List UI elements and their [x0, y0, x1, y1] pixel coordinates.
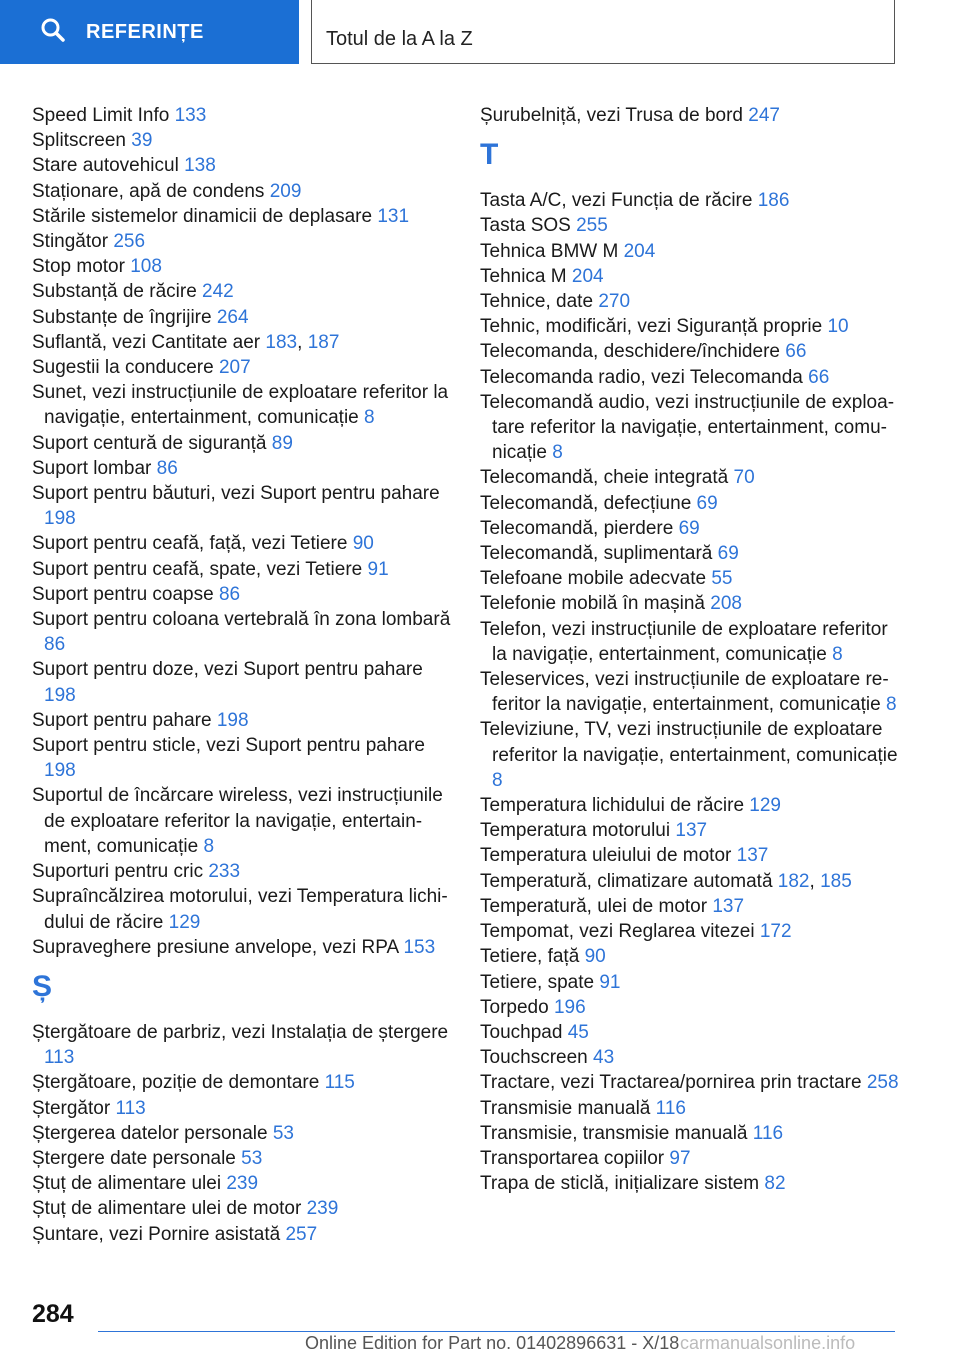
- index-entry: Temperatură, climatizare automată 182, 185: [480, 870, 852, 892]
- page-link[interactable]: 255: [576, 215, 608, 237]
- index-entry: [32, 153, 452, 178]
- page-link[interactable]: 256: [113, 231, 146, 253]
- page-link[interactable]: 8: [203, 835, 215, 857]
- page-link[interactable]: 69: [717, 543, 739, 565]
- index-entry-text: Tasta A/C, vezi Funcția de răcire: [480, 190, 753, 212]
- index-entry-text: Ștergător: [32, 1097, 111, 1119]
- page-link[interactable]: 108: [130, 256, 162, 278]
- index-entry: [480, 818, 900, 843]
- index-column-right: [480, 103, 900, 1196]
- index-entry-text: Tractare, vezi Tractarea/pornirea prin tractare: [480, 1072, 862, 1094]
- index-entry: [32, 431, 452, 456]
- index-entry-text: Sugestii la conducere: [32, 357, 214, 379]
- index-entry-text: Telefoane mobile adecvate: [480, 568, 707, 590]
- index-entry-text: Tetiere, spate: [480, 971, 595, 993]
- index-entry: [480, 103, 900, 128]
- index-entry-text: Suport pentru coapse: [32, 583, 214, 605]
- index-entry: [480, 970, 900, 995]
- index-entry: [32, 557, 452, 582]
- page-link[interactable]: 137: [712, 895, 745, 917]
- index-entry-text: Telecomandă, suplimentară: [480, 543, 713, 565]
- page-link[interactable]: 91: [599, 971, 621, 993]
- page-link[interactable]: 198: [44, 508, 76, 530]
- index-entry-text: Suport pentru băuturi, vezi Suport pentru pahare: [32, 483, 440, 505]
- index-entry: [480, 339, 900, 364]
- index-entry-text: Transmisie, transmisie manuală: [480, 1122, 748, 1144]
- page-link[interactable]: 43: [593, 1047, 615, 1069]
- index-entry: [480, 617, 900, 667]
- index-entry-text: Stările sistemelor dinamicii de deplasare: [32, 205, 373, 227]
- index-entry: [480, 843, 900, 868]
- index-entry-text: Tempomat, vezi Reglarea vitezei: [480, 921, 755, 943]
- index-entry: [32, 1146, 452, 1171]
- page-link[interactable]: 39: [131, 130, 153, 152]
- index-entry: [32, 1171, 452, 1196]
- page-link[interactable]: 196: [553, 996, 586, 1018]
- index-entry: [32, 204, 452, 229]
- index-entry: [32, 1070, 452, 1095]
- index-entry: [32, 229, 452, 254]
- page-link[interactable]: 137: [736, 845, 769, 867]
- page-link[interactable]: 131: [377, 205, 410, 227]
- index-entry-text: Ștergere date personale: [32, 1147, 236, 1169]
- page-link[interactable]: 69: [678, 517, 700, 539]
- index-entry: [480, 1070, 900, 1095]
- page-link[interactable]: 115: [324, 1072, 355, 1094]
- index-entry: [32, 582, 452, 607]
- index-entry-text: Telefonie mobilă în mașină: [480, 593, 705, 615]
- index-entry-text: Suport centură de siguranță: [32, 432, 267, 454]
- index-entry-text: Tehnic, modificări, vezi Siguranță proprie: [480, 316, 823, 338]
- index-entry: [32, 783, 452, 859]
- page-link[interactable]: 186: [757, 190, 790, 212]
- page-link[interactable]: 137: [675, 820, 708, 842]
- index-entry-text: Suport pentru coloana vertebrală în zona lombară: [32, 609, 451, 631]
- page-link[interactable]: 129: [168, 911, 201, 933]
- index-entry: [32, 380, 452, 430]
- index-entry: [32, 1121, 452, 1146]
- index-entry-text: Telecomanda, deschidere/închidere: [480, 341, 780, 363]
- page-link[interactable]: 208: [710, 593, 742, 615]
- page-link[interactable]: 89: [271, 432, 293, 454]
- index-entry: [480, 566, 900, 591]
- index-entry-text: Televiziune, TV, vezi instrucțiunile de exploatare referitor la navigație, entertainment, comunicație: [480, 719, 898, 766]
- index-entry: [480, 465, 900, 490]
- index-entry-text: Temperatura motorului: [480, 820, 671, 842]
- page-link[interactable]: 8: [885, 694, 897, 716]
- index-entry: [480, 1020, 900, 1045]
- page-link[interactable]: 113: [44, 1047, 75, 1069]
- references-tab-label: REFERINȚE: [86, 20, 204, 43]
- index-entry-text: Suporturi pentru cric: [32, 861, 204, 883]
- index-entry: Suflantă, vezi Cantitate aer 183, 187: [32, 331, 340, 353]
- index-entry: [480, 894, 900, 919]
- index-entry: [480, 793, 900, 818]
- index-entry-text: Ștergătoare de parbriz, vezi Instalația de ștergere: [32, 1021, 449, 1043]
- index-entry: [32, 103, 452, 128]
- page-number: 284: [32, 1300, 74, 1328]
- index-entry-text: Substanță de răcire: [32, 281, 197, 303]
- index-entry: [32, 1196, 452, 1221]
- index-entry: [480, 541, 900, 566]
- index-entry: [480, 491, 900, 516]
- index-entry: [32, 254, 452, 279]
- index-entry: [480, 591, 900, 616]
- references-tab[interactable]: [0, 0, 299, 64]
- index-entry: [480, 365, 900, 390]
- page-link[interactable]: 198: [44, 684, 76, 706]
- page-link[interactable]: 247: [748, 105, 780, 126]
- index-entry: [480, 188, 900, 213]
- index-entry-text: Transportarea copiilor: [480, 1147, 665, 1169]
- index-entry-text: Suport pentru sticle, vezi Suport pentru pahare: [32, 735, 425, 757]
- page-link[interactable]: 97: [669, 1147, 691, 1169]
- page-link[interactable]: 198: [216, 709, 249, 731]
- page-link[interactable]: 53: [272, 1122, 294, 1144]
- index-entry: [480, 289, 900, 314]
- index-entry: [480, 1121, 900, 1146]
- page-link[interactable]: 8: [552, 442, 563, 464]
- index-letter-heading: Ș: [32, 969, 53, 1003]
- page-link[interactable]: 129: [749, 795, 781, 817]
- index-entry-text: Stingător: [32, 231, 109, 253]
- index-entry-text: Telecomandă, pierdere: [480, 517, 674, 539]
- footer-divider: [98, 1331, 895, 1332]
- index-entry-text: Suport lombar: [32, 457, 152, 479]
- edition-text: Online Edition for Part no. 01402896631 - X/18: [305, 1333, 680, 1353]
- page-link[interactable]: 45: [567, 1021, 589, 1043]
- page-link[interactable]: 185: [820, 870, 852, 892]
- index-entry: [480, 717, 900, 793]
- page-link[interactable]: 86: [44, 634, 66, 656]
- index-entry: [480, 1171, 900, 1196]
- index-entry-text: Telecomandă, cheie integrată: [480, 467, 729, 489]
- page-link[interactable]: 182: [777, 870, 810, 892]
- index-entry-text: Telecomanda radio, vezi Telecomanda: [480, 366, 803, 388]
- index-entry: [480, 667, 900, 717]
- index-entry: [32, 179, 452, 204]
- page-link[interactable]: 91: [367, 558, 389, 580]
- index-entry-text: Supraîncălzirea motorului, vezi Temperatura lichidului de răcire: [32, 886, 448, 933]
- index-entry-text: Touchpad: [480, 1021, 563, 1043]
- index-entry-text: Tehnice, date: [480, 291, 594, 313]
- page-link[interactable]: 66: [785, 341, 807, 363]
- index-entry: [32, 1096, 452, 1121]
- index-entry: [32, 1222, 452, 1247]
- index-entry-text: Touchscreen: [480, 1047, 588, 1069]
- index-entry-text: Telecomandă, defecțiune: [480, 492, 692, 514]
- index-entry-text: Stop motor: [32, 256, 125, 278]
- index-entry-text: Temperatura uleiului de motor: [480, 845, 732, 867]
- index-entry-text: Suport pentru doze, vezi Suport pentru pahare: [32, 659, 423, 681]
- page-link[interactable]: 69: [696, 492, 718, 514]
- page-link[interactable]: 113: [115, 1097, 146, 1119]
- page-link[interactable]: 153: [403, 936, 436, 958]
- index-entry: [32, 657, 452, 707]
- index-entry-text: Ștuț de alimentare ulei: [32, 1173, 222, 1195]
- page-link[interactable]: 239: [306, 1198, 339, 1220]
- page-link[interactable]: 183: [265, 331, 298, 353]
- index-entry: [480, 1146, 900, 1171]
- index-entry-text: Suflantă, vezi Cantitate aer: [32, 331, 261, 353]
- page-link[interactable]: 138: [184, 155, 216, 177]
- index-entry-text: Supraveghere presiune anvelope, vezi RPA: [32, 936, 399, 958]
- index-entry: [32, 859, 452, 884]
- index-entry-text: Suport pentru pahare: [32, 709, 212, 731]
- page-link[interactable]: 8: [364, 407, 375, 429]
- page-link[interactable]: 53: [241, 1147, 263, 1169]
- page-link[interactable]: 242: [202, 281, 234, 303]
- index-entry-text: Ștuț de alimentare ulei de motor: [32, 1198, 302, 1220]
- page-link[interactable]: 239: [226, 1173, 259, 1195]
- index-entry-text: Torpedo: [480, 996, 549, 1018]
- page-link[interactable]: 8: [832, 643, 843, 665]
- page-link[interactable]: 257: [285, 1223, 318, 1245]
- index-letter-heading: T: [480, 138, 499, 172]
- index-entry: [480, 390, 900, 466]
- index-entry-text: Temperatura lichidului de răcire: [480, 795, 745, 817]
- index-entry: [32, 128, 452, 153]
- page-link[interactable]: 82: [764, 1173, 786, 1195]
- page-link[interactable]: 204: [571, 265, 604, 287]
- page-link[interactable]: 8: [492, 769, 503, 791]
- page-link[interactable]: 70: [733, 467, 755, 489]
- page-link[interactable]: 86: [218, 583, 241, 605]
- page-link[interactable]: 270: [598, 291, 631, 313]
- section-header: [311, 0, 895, 64]
- watermark: carmanualsonline.info: [680, 1333, 856, 1353]
- index-entry-text: Șurubelniță, vezi Trusa de bord: [480, 105, 743, 126]
- page-link[interactable]: 207: [218, 357, 251, 379]
- index-entry-text: Suportul de încărcare wireless, vezi instrucțiunile de exploatare referitor la navigație, entertainment, comunicație: [32, 785, 443, 857]
- page-link[interactable]: 116: [752, 1122, 784, 1144]
- index-entry: [480, 516, 900, 541]
- section-title: Totul de la A la Z: [326, 28, 473, 50]
- page-link[interactable]: 10: [827, 316, 849, 338]
- index-entry: [32, 884, 452, 934]
- index-entry: [480, 1096, 900, 1121]
- index-entry-text: Sunet, vezi instrucțiunile de exploatare referitor la navigație, entertainment, comunicație: [32, 382, 449, 429]
- index-entry: [480, 314, 900, 339]
- index-entry: [480, 239, 900, 264]
- index-entry-text: Splitscreen: [32, 130, 126, 152]
- index-entry-text: Stare autovehicul: [32, 155, 179, 177]
- index-entry: [480, 1045, 900, 1070]
- page-link[interactable]: 258: [866, 1072, 899, 1094]
- page-link[interactable]: 66: [808, 366, 830, 388]
- index-entry-text: Suport pentru ceafă, față, vezi Tetiere: [32, 533, 348, 555]
- index-entry: [32, 279, 452, 304]
- index-entry-text: Tasta SOS: [480, 215, 571, 237]
- index-column-left: [32, 103, 452, 1247]
- search-icon: [40, 17, 66, 48]
- page-link[interactable]: 204: [623, 240, 656, 262]
- index-entry-text: Trapa de sticlă, inițializare sistem: [480, 1173, 760, 1195]
- page-link[interactable]: 116: [655, 1097, 686, 1119]
- index-entry-text: Staționare, apă de condens: [32, 180, 265, 202]
- index-entry-text: Telecomandă audio, vezi instrucțiunile de exploatare referitor la navigație, entertainment, comunicație: [480, 391, 895, 464]
- page-link[interactable]: 264: [216, 306, 249, 328]
- index-entry: [480, 264, 900, 289]
- index-entry: [480, 213, 900, 238]
- index-entry: [32, 305, 452, 330]
- index-entry: [480, 995, 900, 1020]
- index-entry-text: Tehnica BMW M: [480, 240, 619, 262]
- index-entry-text: Suport pentru ceafă, spate, vezi Tetiere: [32, 558, 363, 580]
- index-entry: [32, 531, 452, 556]
- index-entry-text: Telefon, vezi instrucțiunile de exploatare referitor la navigație, entertainment, comunicație: [480, 618, 888, 665]
- index-entry: [32, 1020, 452, 1070]
- index-entry-text: Tetiere, față: [480, 946, 580, 968]
- index-entry: [32, 935, 452, 960]
- index-entry-text: Substanțe de îngrijire: [32, 306, 212, 328]
- page-link[interactable]: 187: [307, 331, 340, 353]
- index-entry-text: Temperatură, climatizare automată: [480, 870, 773, 892]
- page-link[interactable]: 133: [174, 105, 207, 126]
- page-link[interactable]: 198: [44, 760, 76, 782]
- index-entry: [32, 456, 452, 481]
- index-entry-text: Ștergătoare, poziție de demontare: [32, 1072, 320, 1094]
- index-entry: [32, 733, 452, 783]
- page-link[interactable]: 55: [711, 568, 733, 590]
- index-entry: [32, 708, 452, 733]
- index-entry-text: Speed Limit Info: [32, 105, 170, 126]
- index-entry: [32, 481, 452, 531]
- index-entry-text: Șuntare, vezi Pornire asistată: [32, 1223, 281, 1245]
- index-entry-text: Temperatură, ulei de motor: [480, 895, 708, 917]
- index-entry-text: Tehnica M: [480, 265, 567, 287]
- index-entry-text: Ștergerea datelor personale: [32, 1122, 268, 1144]
- page-link[interactable]: 90: [584, 946, 606, 968]
- index-entry: [480, 919, 900, 944]
- index-entry: [480, 944, 900, 969]
- page-link[interactable]: 233: [208, 861, 241, 883]
- page-link[interactable]: 209: [269, 180, 302, 202]
- index-entry-text: Transmisie manuală: [480, 1097, 651, 1119]
- index-entry: [32, 355, 452, 380]
- index-entry: [32, 607, 452, 657]
- page-link[interactable]: 86: [156, 457, 178, 479]
- page-link[interactable]: 172: [759, 921, 792, 943]
- index-entry-text: Teleservices, vezi instrucțiunile de exploatare referitor la navigație, entertainment, comunicație: [480, 669, 889, 716]
- page-link[interactable]: 90: [352, 533, 374, 555]
